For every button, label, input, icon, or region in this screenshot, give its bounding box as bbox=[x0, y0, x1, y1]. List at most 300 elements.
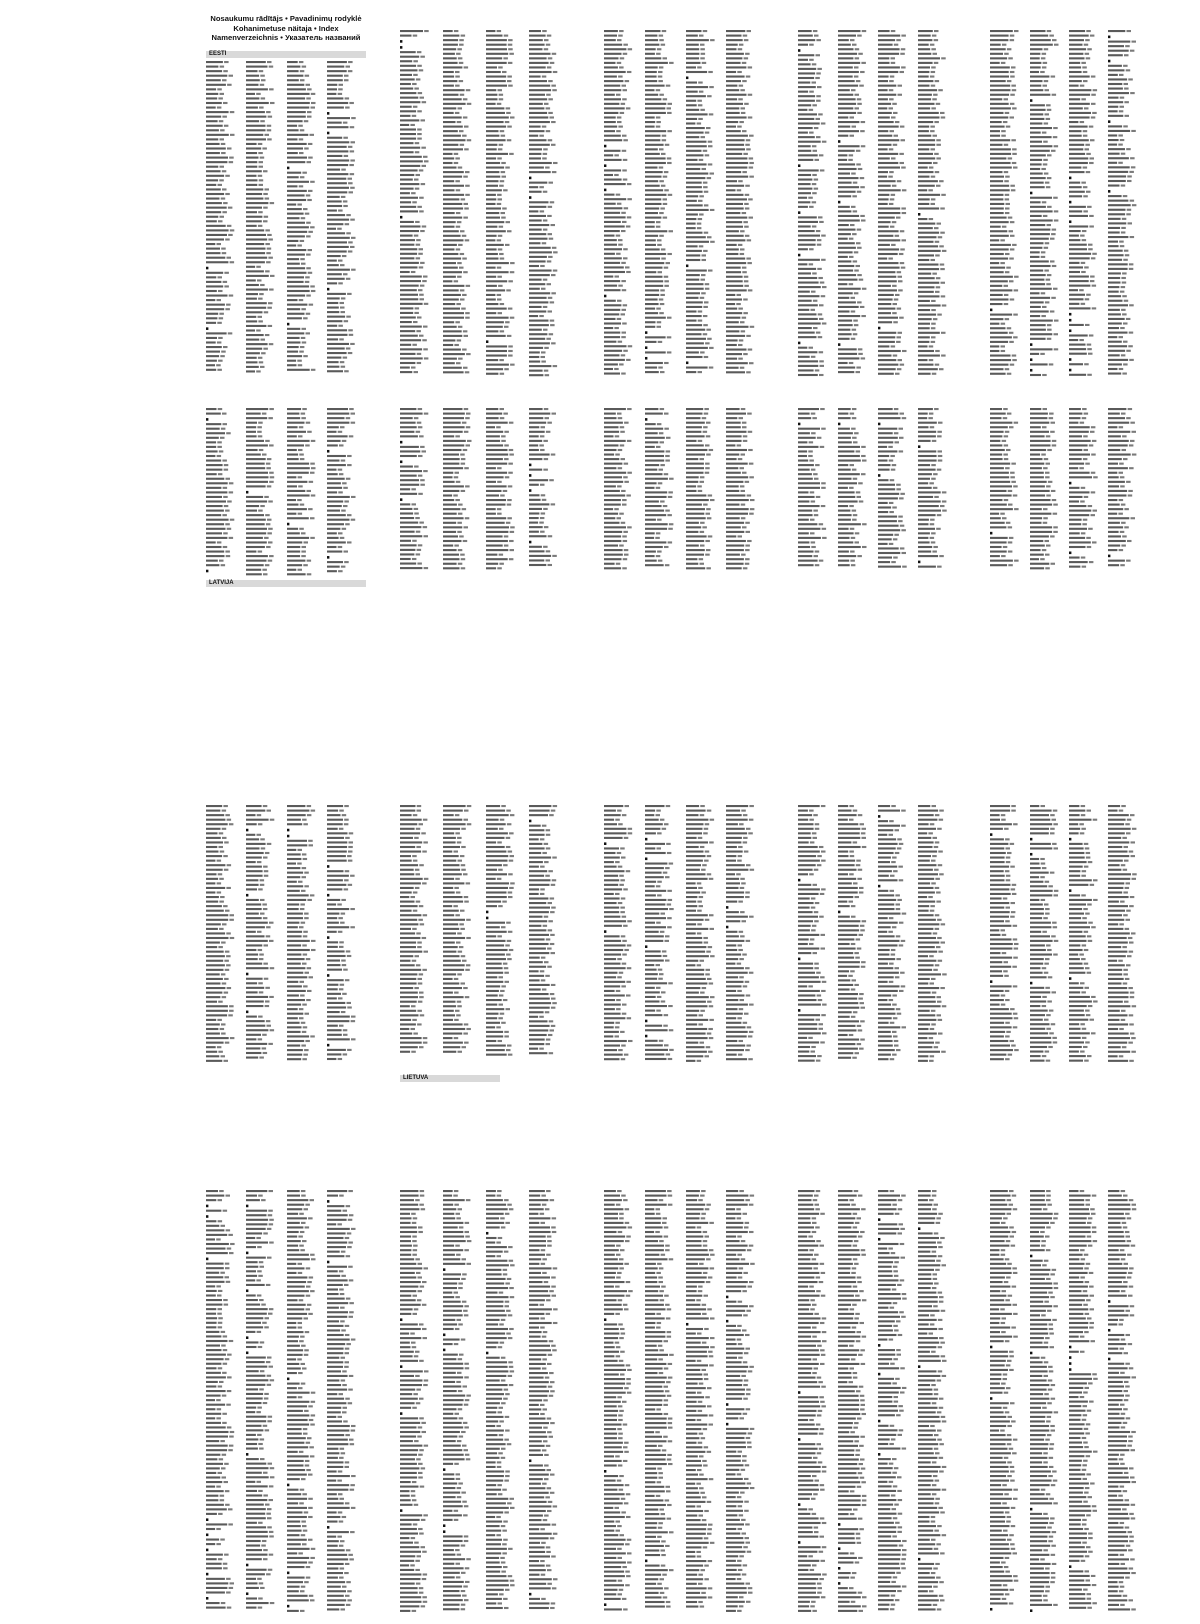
entry-name-mark bbox=[327, 955, 346, 957]
entry-grid-ref-mark bbox=[227, 1607, 232, 1609]
entry-name-mark bbox=[604, 902, 617, 904]
entry-name-mark bbox=[486, 878, 496, 880]
entry-name-mark bbox=[645, 1217, 661, 1219]
entry-grid-ref-mark bbox=[218, 946, 223, 948]
entry-name-mark bbox=[246, 366, 259, 368]
entry-name-mark bbox=[443, 358, 457, 360]
entry-name-mark bbox=[486, 1273, 502, 1275]
entry-name-mark bbox=[486, 1580, 509, 1582]
entry-grid-ref-mark bbox=[550, 1199, 555, 1201]
entry-name-mark bbox=[327, 366, 339, 368]
letter-heading-mark bbox=[246, 1011, 248, 1014]
entry-grid-ref-mark bbox=[298, 1327, 303, 1329]
entry-grid-ref-mark bbox=[268, 1313, 273, 1315]
entry-grid-ref-mark bbox=[623, 179, 628, 181]
entry-name-mark bbox=[486, 554, 497, 556]
entry-name-mark bbox=[645, 1317, 665, 1319]
entry-grid-ref-mark bbox=[549, 1340, 554, 1342]
entry-name-mark bbox=[400, 1523, 412, 1525]
entry-grid-ref-mark bbox=[456, 1478, 461, 1480]
entry-grid-ref-mark bbox=[337, 228, 342, 230]
entry-name-mark bbox=[645, 1190, 666, 1192]
entry-name-mark bbox=[246, 170, 262, 172]
entry-grid-ref-mark bbox=[269, 1531, 274, 1533]
entry-grid-ref-mark bbox=[623, 1460, 628, 1462]
entry-grid-ref-mark bbox=[339, 1521, 344, 1523]
entry-grid-ref-mark bbox=[220, 1539, 225, 1541]
entry-grid-ref-mark bbox=[541, 1574, 546, 1576]
entry-grid-ref-mark bbox=[509, 1260, 513, 1262]
entry-grid-ref-mark bbox=[457, 1496, 462, 1498]
entry-grid-ref-mark bbox=[415, 1375, 420, 1377]
entry-grid-ref-mark bbox=[549, 1052, 554, 1054]
entry-grid-ref-mark bbox=[220, 66, 225, 68]
entry-grid-ref-mark bbox=[624, 837, 629, 839]
entry-name-mark bbox=[486, 458, 503, 460]
entry-name-mark bbox=[529, 1327, 539, 1329]
letter-heading-mark bbox=[400, 461, 402, 464]
entry-grid-ref-mark bbox=[269, 1219, 274, 1221]
entry-grid-ref-mark bbox=[217, 88, 222, 90]
entry-name-mark bbox=[604, 554, 623, 556]
entry-grid-ref-mark bbox=[415, 188, 420, 190]
entry-name-mark bbox=[206, 432, 225, 434]
entry-grid-ref-mark bbox=[620, 847, 625, 849]
entry-grid-ref-mark bbox=[624, 1451, 629, 1453]
entry-name-mark bbox=[400, 969, 421, 971]
entry-name-mark bbox=[246, 311, 263, 313]
entry-name-mark bbox=[604, 1290, 627, 1292]
entry-grid-ref-mark bbox=[268, 325, 273, 327]
entry-grid-ref-mark bbox=[258, 1016, 263, 1018]
entry-grid-ref-mark bbox=[616, 999, 621, 1001]
entry-name-mark bbox=[604, 1295, 625, 1297]
entry-name-mark bbox=[443, 1567, 464, 1569]
entry-grid-ref-mark bbox=[300, 1489, 305, 1491]
entry-name-mark bbox=[645, 1404, 662, 1406]
entry-name-mark bbox=[529, 1487, 545, 1489]
entry-name-mark bbox=[246, 1341, 259, 1343]
entry-grid-ref-mark bbox=[661, 258, 666, 260]
entry-name-mark bbox=[327, 1470, 337, 1472]
entry-grid-ref-mark bbox=[628, 828, 633, 830]
entry-grid-ref-mark bbox=[228, 207, 233, 209]
entry-name-mark bbox=[287, 1478, 300, 1480]
entry-grid-ref-mark bbox=[223, 546, 228, 548]
entry-grid-ref-mark bbox=[340, 1293, 345, 1295]
entry-name-mark bbox=[400, 165, 420, 167]
entry-name-mark bbox=[486, 1589, 504, 1591]
entry-grid-ref-mark bbox=[347, 1590, 352, 1592]
entry-name-mark bbox=[287, 1267, 305, 1269]
entry-name-mark bbox=[400, 1519, 420, 1521]
entry-name-mark bbox=[287, 161, 305, 163]
entry-grid-ref-mark bbox=[548, 98, 553, 100]
entry-grid-ref-mark bbox=[543, 1399, 548, 1401]
entry-grid-ref-mark bbox=[226, 478, 231, 480]
entry-grid-ref-mark bbox=[307, 88, 312, 90]
entry-grid-ref-mark bbox=[226, 432, 231, 434]
entry-grid-ref-mark bbox=[459, 39, 464, 41]
entry-name-mark bbox=[246, 1438, 258, 1440]
letter-heading-mark bbox=[327, 112, 329, 115]
entry-name-mark bbox=[206, 1281, 225, 1283]
entry-grid-ref-mark bbox=[454, 1343, 459, 1345]
letter-heading-mark bbox=[327, 865, 329, 868]
entry-name-mark bbox=[604, 1584, 624, 1586]
entry-name-mark bbox=[486, 303, 498, 305]
entry-grid-ref-mark bbox=[415, 1569, 420, 1571]
entry-grid-ref-mark bbox=[227, 819, 232, 821]
entry-grid-ref-mark bbox=[423, 326, 428, 328]
entry-name-mark bbox=[645, 1440, 667, 1442]
entry-name-mark bbox=[287, 204, 296, 206]
entry-grid-ref-mark bbox=[302, 1058, 307, 1060]
entry-name-mark bbox=[604, 216, 626, 218]
entry-name-mark bbox=[327, 435, 348, 437]
entry-name-mark bbox=[443, 94, 459, 96]
entry-name-mark bbox=[529, 238, 548, 240]
entry-name-mark bbox=[327, 1536, 336, 1538]
entry-grid-ref-mark bbox=[464, 1023, 469, 1025]
entry-name-mark bbox=[206, 514, 221, 516]
entry-grid-ref-mark bbox=[546, 94, 551, 96]
entry-name-mark bbox=[443, 1440, 456, 1442]
entry-name-mark bbox=[443, 89, 465, 91]
entry-grid-ref-mark bbox=[351, 1425, 356, 1427]
entry-name-mark bbox=[400, 841, 422, 843]
entry-grid-ref-mark bbox=[618, 1323, 623, 1325]
entry-grid-ref-mark bbox=[625, 1484, 630, 1486]
entry-name-mark bbox=[287, 129, 299, 131]
entry-name-mark bbox=[529, 94, 545, 96]
entry-grid-ref-mark bbox=[546, 107, 551, 109]
entry-name-mark bbox=[400, 446, 419, 448]
entry-grid-ref-mark bbox=[311, 290, 316, 292]
entry-name-mark bbox=[287, 1049, 303, 1051]
entry-name-mark bbox=[529, 948, 546, 950]
entry-grid-ref-mark bbox=[224, 272, 229, 274]
letter-heading-mark bbox=[287, 1378, 289, 1381]
entry-grid-ref-mark bbox=[307, 1437, 312, 1439]
entry-grid-ref-mark bbox=[456, 1563, 461, 1565]
entry-grid-ref-mark bbox=[464, 126, 469, 128]
entry-name-mark bbox=[400, 819, 422, 821]
entry-grid-ref-mark bbox=[301, 1022, 306, 1024]
entry-grid-ref-mark bbox=[224, 1481, 229, 1483]
entry-grid-ref-mark bbox=[345, 523, 350, 525]
entry-name-mark bbox=[400, 488, 410, 490]
entry-grid-ref-mark bbox=[497, 878, 502, 880]
entry-grid-ref-mark bbox=[261, 1304, 266, 1306]
index-column bbox=[206, 1190, 235, 1609]
entry-grid-ref-mark bbox=[416, 239, 421, 241]
entry-grid-ref-mark bbox=[623, 1446, 628, 1448]
entry-name-mark bbox=[645, 950, 661, 952]
entry-grid-ref-mark bbox=[663, 176, 668, 178]
entry-grid-ref-mark bbox=[222, 413, 227, 415]
entry-grid-ref-mark bbox=[309, 976, 314, 978]
entry-name-mark bbox=[287, 308, 300, 310]
entry-grid-ref-mark bbox=[228, 1449, 233, 1451]
entry-name-mark bbox=[287, 1433, 302, 1435]
entry-grid-ref-mark bbox=[658, 560, 663, 562]
entry-name-mark bbox=[645, 1276, 657, 1278]
entry-grid-ref-mark bbox=[548, 920, 553, 922]
entry-grid-ref-mark bbox=[348, 70, 353, 72]
entry-grid-ref-mark bbox=[543, 148, 548, 150]
entry-name-mark bbox=[400, 992, 418, 994]
entry-name-mark bbox=[246, 325, 266, 327]
entry-grid-ref-mark bbox=[467, 1263, 472, 1265]
entry-grid-ref-mark bbox=[508, 873, 513, 875]
entry-name-mark bbox=[327, 482, 341, 484]
entry-grid-ref-mark bbox=[341, 510, 346, 512]
entry-grid-ref-mark bbox=[618, 417, 623, 419]
entry-name-mark bbox=[529, 1528, 539, 1530]
entry-name-mark bbox=[287, 490, 305, 492]
entry-grid-ref-mark bbox=[267, 61, 272, 63]
entry-grid-ref-mark bbox=[301, 922, 306, 924]
entry-grid-ref-mark bbox=[504, 972, 509, 974]
entry-grid-ref-mark bbox=[616, 1254, 621, 1256]
entry-grid-ref-mark bbox=[544, 843, 549, 845]
entry-name-mark bbox=[287, 276, 304, 278]
entry-grid-ref-mark bbox=[498, 89, 503, 91]
entry-grid-ref-mark bbox=[544, 916, 549, 918]
entry-name-mark bbox=[604, 1530, 614, 1532]
entry-name-mark bbox=[529, 408, 543, 410]
entry-grid-ref-mark bbox=[265, 1504, 270, 1506]
entry-name-mark bbox=[604, 103, 619, 105]
entry-grid-ref-mark bbox=[504, 967, 509, 969]
entry-grid-ref-mark bbox=[221, 351, 226, 353]
entry-name-mark bbox=[604, 935, 620, 937]
entry-name-mark bbox=[400, 1514, 422, 1516]
entry-grid-ref-mark bbox=[413, 814, 418, 816]
entry-grid-ref-mark bbox=[422, 1431, 427, 1433]
entry-grid-ref-mark bbox=[549, 1372, 554, 1374]
entry-name-mark bbox=[529, 1025, 550, 1027]
entry-grid-ref-mark bbox=[547, 1469, 552, 1471]
entry-name-mark bbox=[400, 1001, 417, 1003]
entry-grid-ref-mark bbox=[454, 887, 459, 889]
entry-grid-ref-mark bbox=[350, 875, 355, 877]
entry-name-mark bbox=[327, 1011, 340, 1013]
entry-name-mark bbox=[529, 256, 547, 258]
entry-name-mark bbox=[604, 1561, 626, 1563]
entry-grid-ref-mark bbox=[501, 435, 506, 437]
entry-name-mark bbox=[443, 1254, 455, 1256]
entry-name-mark bbox=[400, 335, 418, 337]
entry-grid-ref-mark bbox=[620, 1249, 625, 1251]
entry-grid-ref-mark bbox=[458, 1287, 463, 1289]
entry-name-mark bbox=[327, 1480, 336, 1482]
entry-grid-ref-mark bbox=[311, 440, 316, 442]
entry-grid-ref-mark bbox=[543, 329, 548, 331]
entry-name-mark bbox=[486, 922, 505, 924]
entry-grid-ref-mark bbox=[340, 1540, 345, 1542]
entry-grid-ref-mark bbox=[454, 851, 459, 853]
entry-name-mark bbox=[604, 1231, 617, 1233]
entry-grid-ref-mark bbox=[306, 958, 311, 960]
entry-name-mark bbox=[287, 1451, 298, 1453]
entry-grid-ref-mark bbox=[463, 271, 468, 273]
entry-name-mark bbox=[246, 819, 269, 821]
entry-name-mark bbox=[529, 324, 549, 326]
entry-name-mark bbox=[400, 266, 418, 268]
entry-name-mark bbox=[287, 222, 305, 224]
entry-name-mark bbox=[287, 1349, 303, 1351]
entry-name-mark bbox=[486, 1571, 500, 1573]
entry-grid-ref-mark bbox=[502, 901, 507, 903]
entry-grid-ref-mark bbox=[301, 1045, 306, 1047]
entry-name-mark bbox=[287, 304, 307, 306]
entry-name-mark bbox=[287, 913, 303, 915]
entry-name-mark bbox=[486, 364, 509, 366]
entry-grid-ref-mark bbox=[351, 1475, 356, 1477]
entry-name-mark bbox=[443, 1258, 460, 1260]
entry-name-mark bbox=[246, 417, 267, 419]
entry-name-mark bbox=[287, 858, 301, 860]
entry-name-mark bbox=[529, 825, 541, 827]
letter-heading-mark bbox=[400, 40, 402, 43]
entry-name-mark bbox=[400, 1583, 415, 1585]
entry-name-mark bbox=[486, 1045, 506, 1047]
entry-name-mark bbox=[287, 1026, 302, 1028]
entry-grid-ref-mark bbox=[547, 1487, 552, 1489]
entry-name-mark bbox=[645, 1336, 665, 1338]
entry-grid-ref-mark bbox=[456, 1254, 461, 1256]
entry-grid-ref-mark bbox=[268, 302, 273, 304]
entry-name-mark bbox=[443, 440, 466, 442]
entry-name-mark bbox=[486, 321, 504, 323]
entry-name-mark bbox=[206, 161, 227, 163]
entry-grid-ref-mark bbox=[656, 922, 661, 924]
entry-grid-ref-mark bbox=[224, 1304, 229, 1306]
entry-grid-ref-mark bbox=[310, 537, 315, 539]
entry-grid-ref-mark bbox=[305, 1226, 310, 1228]
entry-grid-ref-mark bbox=[307, 431, 312, 433]
entry-grid-ref-mark bbox=[626, 1493, 631, 1495]
entry-name-mark bbox=[529, 260, 546, 262]
entry-grid-ref-mark bbox=[343, 122, 348, 124]
entry-name-mark bbox=[604, 1424, 622, 1426]
entry-name-mark bbox=[443, 1354, 458, 1356]
entry-name-mark bbox=[529, 1240, 546, 1242]
entry-name-mark bbox=[645, 1204, 667, 1206]
entry-grid-ref-mark bbox=[418, 1454, 423, 1456]
entry-grid-ref-mark bbox=[659, 66, 664, 68]
entry-name-mark bbox=[529, 274, 550, 276]
entry-grid-ref-mark bbox=[218, 473, 223, 475]
entry-name-mark bbox=[400, 110, 416, 112]
entry-grid-ref-mark bbox=[297, 863, 302, 865]
entry-grid-ref-mark bbox=[509, 1328, 514, 1330]
entry-grid-ref-mark bbox=[509, 949, 514, 951]
entry-name-mark bbox=[529, 843, 542, 845]
entry-grid-ref-mark bbox=[345, 870, 350, 872]
entry-name-mark bbox=[443, 1328, 454, 1330]
entry-name-mark bbox=[443, 308, 460, 310]
letter-heading-mark bbox=[206, 1518, 208, 1521]
entry-grid-ref-mark bbox=[298, 569, 303, 571]
entry-name-mark bbox=[486, 189, 502, 191]
entry-grid-ref-mark bbox=[462, 960, 467, 962]
entry-grid-ref-mark bbox=[663, 198, 668, 200]
entry-name-mark bbox=[400, 508, 412, 510]
entry-name-mark bbox=[443, 449, 462, 451]
entry-grid-ref-mark bbox=[461, 463, 466, 465]
letter-heading-mark bbox=[206, 267, 208, 270]
entry-name-mark bbox=[246, 573, 262, 575]
entry-grid-ref-mark bbox=[298, 1387, 303, 1389]
entry-name-mark bbox=[486, 1548, 507, 1550]
entry-grid-ref-mark bbox=[268, 417, 273, 419]
entry-grid-ref-mark bbox=[265, 1429, 270, 1431]
entry-name-mark bbox=[486, 545, 503, 547]
entry-name-mark bbox=[206, 541, 216, 543]
entry-name-mark bbox=[206, 1431, 229, 1433]
entry-name-mark bbox=[246, 1569, 267, 1571]
entry-name-mark bbox=[287, 1552, 297, 1554]
entry-name-mark bbox=[246, 1038, 256, 1040]
entry-name-mark bbox=[486, 860, 508, 862]
entry-grid-ref-mark bbox=[541, 1195, 546, 1197]
entry-grid-ref-mark bbox=[620, 1373, 625, 1375]
entry-grid-ref-mark bbox=[660, 819, 665, 821]
entry-grid-ref-mark bbox=[416, 1402, 421, 1404]
index-column bbox=[529, 30, 558, 376]
entry-name-mark bbox=[327, 264, 339, 266]
entry-name-mark bbox=[645, 144, 664, 146]
entry-grid-ref-mark bbox=[225, 510, 230, 512]
entry-grid-ref-mark bbox=[462, 349, 467, 351]
entry-name-mark bbox=[287, 1595, 308, 1597]
entry-name-mark bbox=[604, 1004, 621, 1006]
entry-grid-ref-mark bbox=[299, 152, 304, 154]
entry-grid-ref-mark bbox=[415, 887, 420, 889]
entry-grid-ref-mark bbox=[462, 508, 467, 510]
entry-grid-ref-mark bbox=[265, 564, 270, 566]
entry-grid-ref-mark bbox=[416, 901, 421, 903]
entry-grid-ref-mark bbox=[345, 97, 350, 99]
entry-grid-ref-mark bbox=[553, 71, 558, 73]
entry-name-mark bbox=[400, 1328, 421, 1330]
letter-heading-mark bbox=[287, 1605, 289, 1608]
entry-name-mark bbox=[206, 1019, 216, 1021]
entry-name-mark bbox=[327, 505, 342, 507]
entry-name-mark bbox=[400, 1272, 415, 1274]
entry-grid-ref-mark bbox=[619, 875, 624, 877]
entry-name-mark bbox=[529, 1331, 542, 1333]
entry-name-mark bbox=[327, 819, 343, 821]
entry-grid-ref-mark bbox=[459, 1417, 464, 1419]
entry-grid-ref-mark bbox=[304, 885, 309, 887]
entry-name-mark bbox=[206, 1567, 222, 1569]
entry-name-mark bbox=[645, 413, 663, 415]
entry-name-mark bbox=[604, 490, 620, 492]
entry-grid-ref-mark bbox=[544, 526, 549, 528]
entry-grid-ref-mark bbox=[229, 1010, 234, 1012]
entry-name-mark bbox=[246, 541, 267, 543]
entry-grid-ref-mark bbox=[340, 1448, 345, 1450]
entry-grid-ref-mark bbox=[663, 98, 668, 100]
entry-grid-ref-mark bbox=[338, 1511, 343, 1513]
entry-grid-ref-mark bbox=[625, 805, 630, 807]
entry-grid-ref-mark bbox=[263, 220, 268, 222]
entry-grid-ref-mark bbox=[260, 84, 265, 86]
